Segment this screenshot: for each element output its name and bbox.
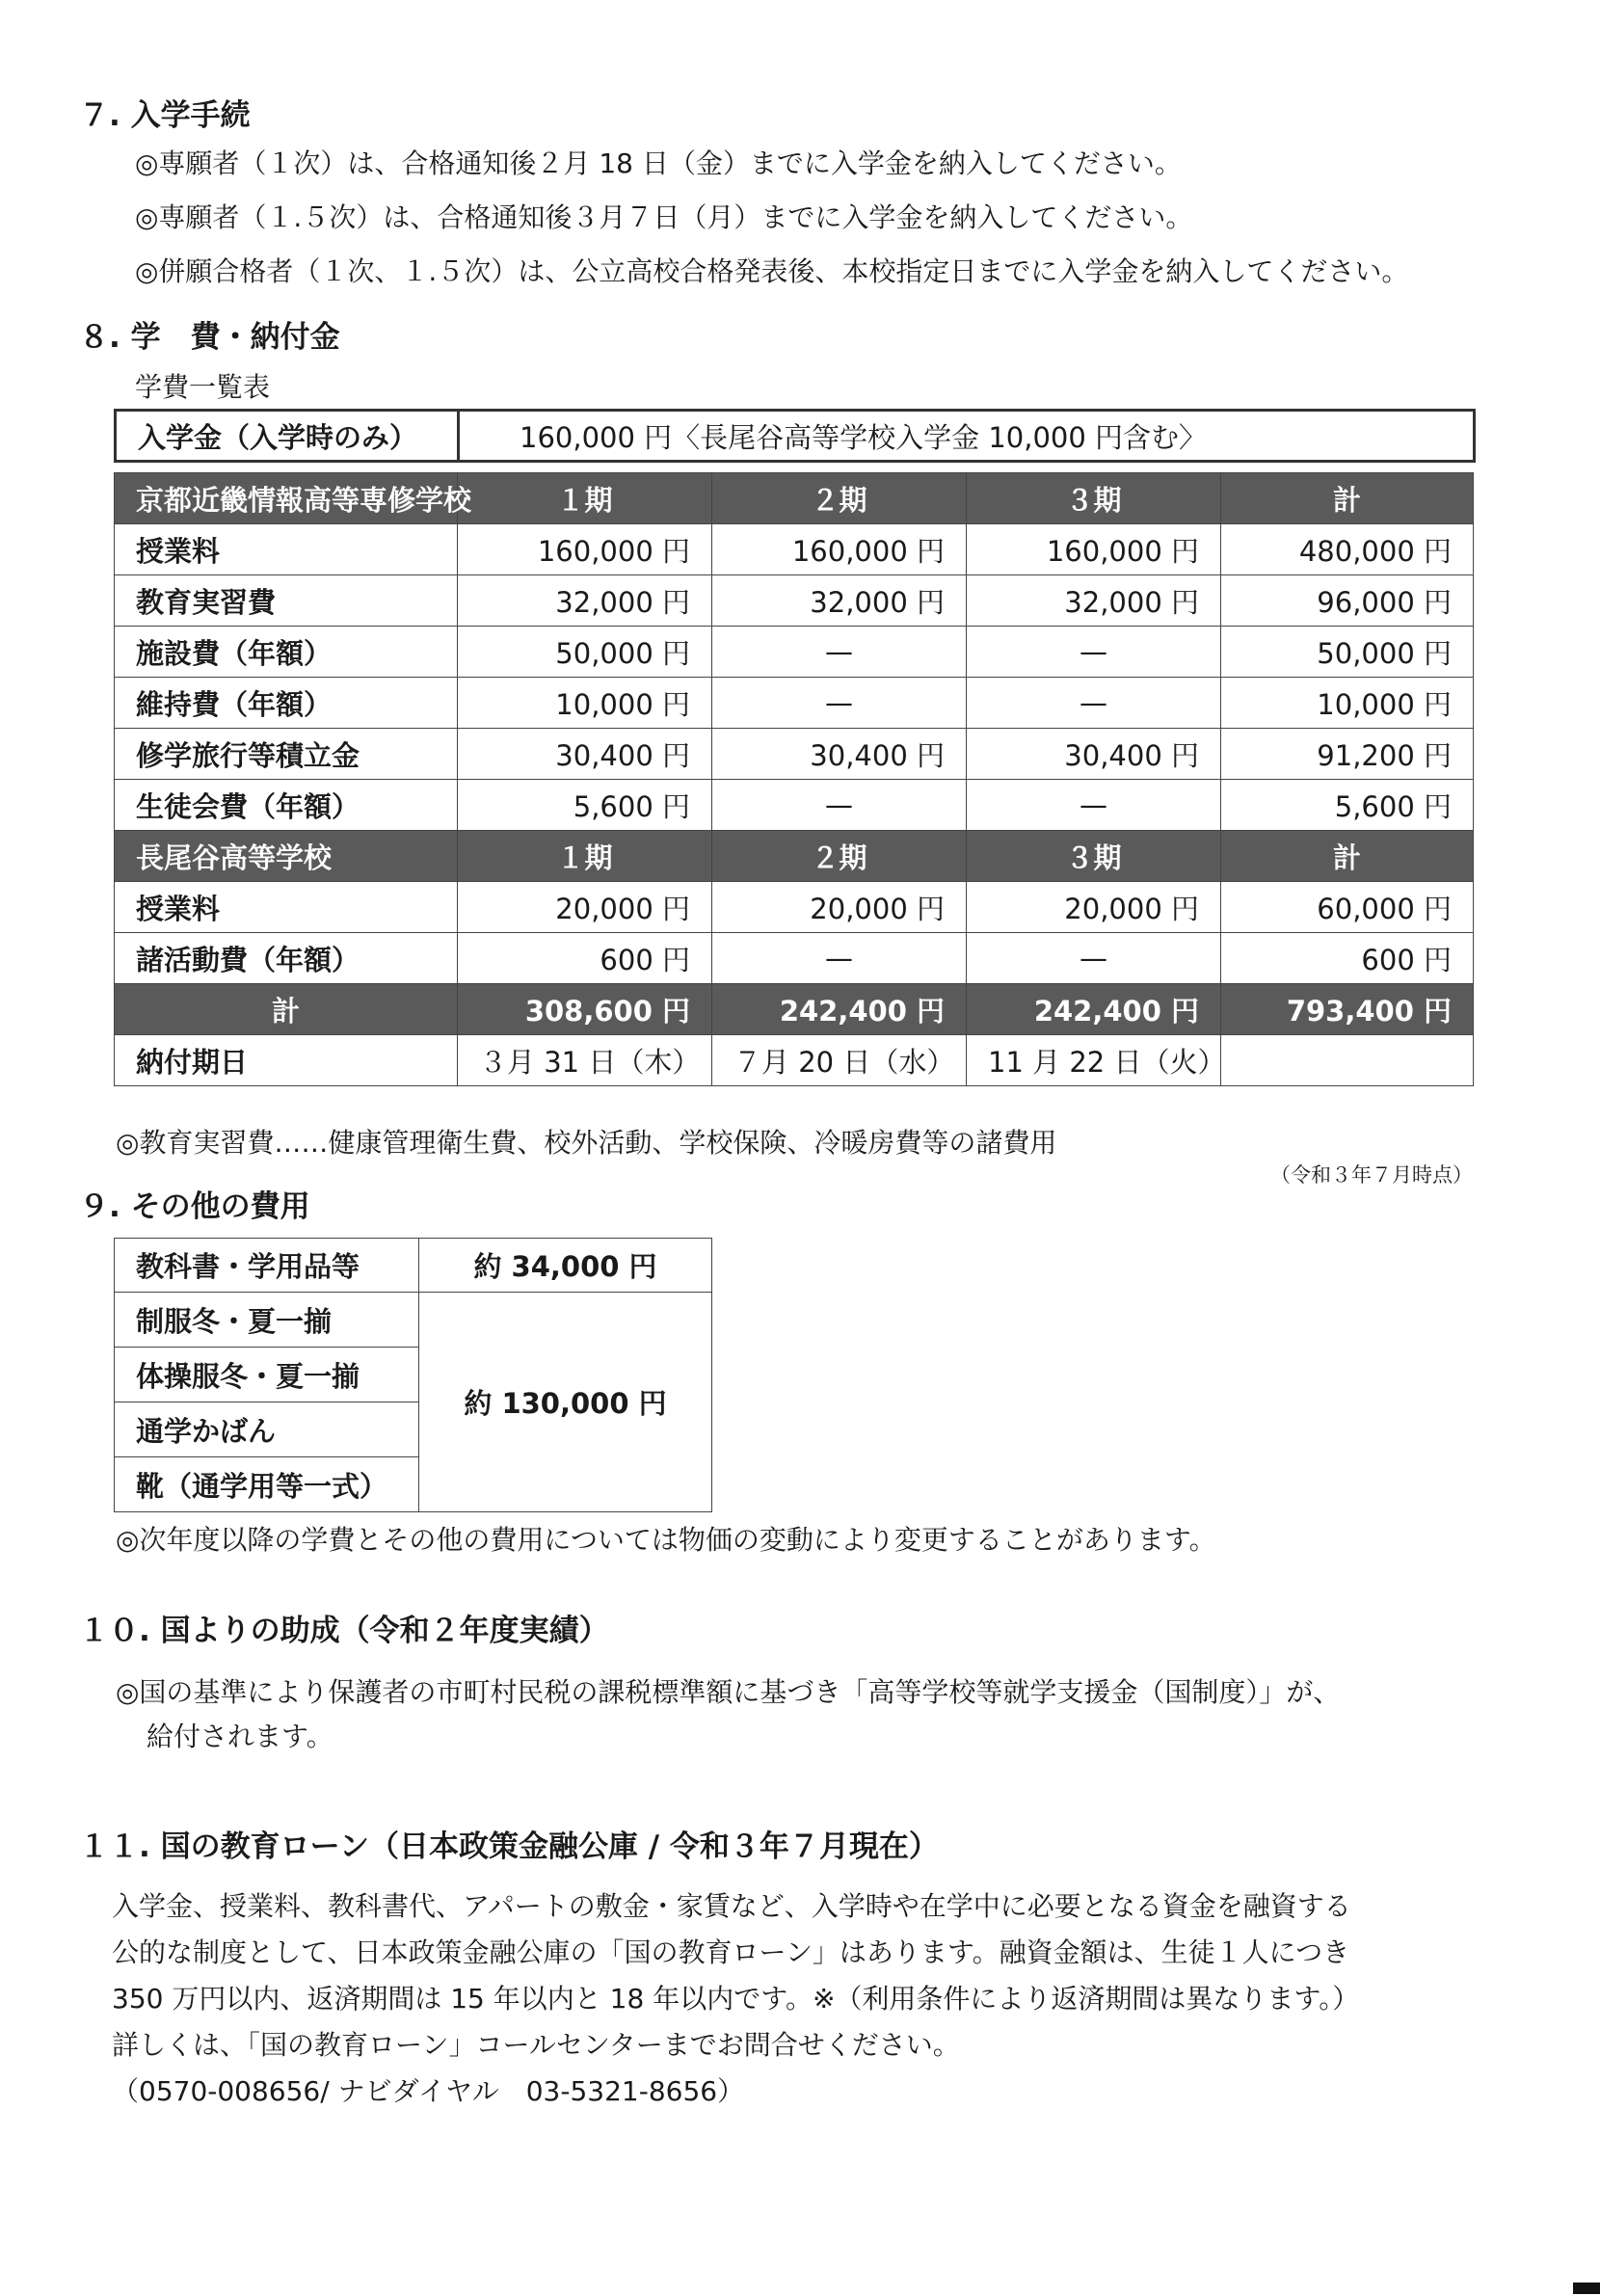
section-11-title: １１. 国の教育ローン（日本政策金融公庫 / 令和３年７月現在） (79, 1829, 939, 1864)
fee-row (115, 575, 1474, 627)
fee-amount: — (712, 933, 967, 984)
fee-amount: 20,000 円 (712, 882, 967, 933)
fee-amount: 32,000 円 (967, 575, 1221, 627)
header-cell: １期 (458, 831, 712, 882)
fee-row (115, 524, 1474, 575)
due-date-cell: 11 月 22 日（火） (967, 1035, 1221, 1086)
header-cell: 242,400 円 (967, 984, 1221, 1035)
due-date-row (115, 1035, 1474, 1086)
due-date-cell: ３月 31 日（木） (458, 1035, 712, 1086)
fee-label: 教育実習費 (115, 575, 458, 627)
fee-row (115, 882, 1474, 933)
header-cell: ３期 (967, 831, 1221, 882)
section-9-title: ９. その他の費用 (79, 1189, 310, 1224)
fee-amount: — (967, 678, 1221, 729)
loan-line-1: 入学金、授業料、教科書代、アパートの敷金・家賃など、入学時や在学中に必要となる資金を融資する (112, 1890, 1351, 1922)
other-cost-row (115, 1239, 712, 1293)
price-change-note: ◎次年度以降の学費とその他の費用については物価の変動により変更することがあります。 (116, 1524, 1216, 1556)
header-cell: ２期 (712, 473, 967, 524)
fee-amount: 96,000 円 (1221, 575, 1474, 627)
other-cost-label: 教科書・学用品等 (115, 1239, 419, 1293)
support-line-1: ◎国の基準により保護者の市町村民税の課税標準額に基づき「高等学校等就学支援金（国制度）」が、 (116, 1676, 1341, 1708)
fee-label: 生徒会費（年額） (115, 780, 458, 831)
fee-label: 諸活動費（年額） (115, 933, 458, 984)
fee-row (115, 729, 1474, 780)
header-cell-label: 計 (115, 984, 458, 1035)
entrance-fee-value: 160,000 円〈長尾谷高等学校入学金 10,000 円含む〉 (459, 411, 1475, 462)
fee-amount: 160,000 円 (458, 524, 712, 575)
as-of-date: （令和３年７月時点） (1270, 1163, 1473, 1187)
total-row (115, 984, 1474, 1035)
fee-amount: 160,000 円 (712, 524, 967, 575)
fee-amount: 600 円 (1221, 933, 1474, 984)
fee-label: 維持費（年額） (115, 678, 458, 729)
fee-amount: 32,000 円 (458, 575, 712, 627)
loan-contact: （0570-008656/ ナビダイヤル 03-5321-8656） (112, 2075, 745, 2107)
fee-label: 施設費（年額） (115, 627, 458, 678)
header-cell-label: 長尾谷高等学校 (115, 831, 458, 882)
fee-label: 授業料 (115, 524, 458, 575)
fee-amount: 160,000 円 (967, 524, 1221, 575)
fee-amount: 5,600 円 (1221, 780, 1474, 831)
fee-row (115, 780, 1474, 831)
header-cell: 308,600 円 (458, 984, 712, 1035)
practice-fee-note: ◎教育実習費……健康管理衛生費、校外活動、学校保険、冷暖房費等の諸費用 (116, 1127, 1057, 1159)
header-cell-label: 京都近畿情報高等専修学校 (115, 473, 458, 524)
enrollment-line-2: ◎専願者（１.５次）は、合格通知後３月７日（月）までに入学金を納入してください。 (135, 201, 1193, 233)
header-cell: ２期 (712, 831, 967, 882)
fee-amount: — (712, 780, 967, 831)
other-cost-value: 約 34,000 円 (419, 1239, 712, 1293)
section-7-title: ７. 入学手続 (79, 98, 251, 133)
loan-line-3: 350 万円以内、返済期間は 15 年以内と 18 年以内です。※（利用条件により返済期間は異なります。） (112, 1983, 1360, 2015)
header-cell: 793,400 円 (1221, 984, 1474, 1035)
fee-amount: — (967, 780, 1221, 831)
fee-amount: — (967, 627, 1221, 678)
due-date-cell (1221, 1035, 1474, 1086)
loan-line-4: 詳しくは、「国の教育ローン」コールセンターまでお問合せください。 (112, 2029, 960, 2061)
fee-amount: 480,000 円 (1221, 524, 1474, 575)
support-line-2: 給付されます。 (147, 1721, 333, 1752)
header-cell: ３期 (967, 473, 1221, 524)
loan-line-2: 公的な制度として、日本政策金融公庫の「国の教育ローン」はあります。融資金額は、生徒１人につき (112, 1936, 1350, 1968)
fee-amount: — (967, 933, 1221, 984)
fee-amount: 50,000 円 (458, 627, 712, 678)
fee-label: 修学旅行等積立金 (115, 729, 458, 780)
other-cost-label: 体操服冬・夏一揃 (115, 1348, 419, 1402)
entrance-fee-row (116, 411, 1475, 462)
fee-amount: 30,400 円 (712, 729, 967, 780)
fee-amount: 30,400 円 (967, 729, 1221, 780)
entrance-fee-label: 入学金（入学時のみ） (116, 411, 459, 462)
page-edge-mark (1573, 2283, 1600, 2294)
other-cost-value: 約 130,000 円 (419, 1293, 712, 1512)
other-cost-row (115, 1293, 712, 1348)
fee-amount: 5,600 円 (458, 780, 712, 831)
other-cost-label: 通学かばん (115, 1402, 419, 1457)
fee-amount: 50,000 円 (1221, 627, 1474, 678)
other-cost-label: 制服冬・夏一揃 (115, 1293, 419, 1348)
school1-header-row (115, 473, 1474, 524)
fee-table-caption: 学費一覧表 (135, 371, 271, 403)
fee-amount: 32,000 円 (712, 575, 967, 627)
fee-amount: — (712, 627, 967, 678)
fee-row (115, 933, 1474, 984)
due-date-cell: ７月 20 日（水） (712, 1035, 967, 1086)
header-cell: 242,400 円 (712, 984, 967, 1035)
fee-amount: 600 円 (458, 933, 712, 984)
fee-row (115, 678, 1474, 729)
fee-amount: 20,000 円 (458, 882, 712, 933)
header-cell: 計 (1221, 831, 1474, 882)
fee-row (115, 627, 1474, 678)
fee-amount: 10,000 円 (458, 678, 712, 729)
fee-amount: 20,000 円 (967, 882, 1221, 933)
fee-amount: — (712, 678, 967, 729)
due-label: 納付期日 (115, 1035, 458, 1086)
entrance-fee-table (114, 409, 1476, 463)
fee-amount: 91,200 円 (1221, 729, 1474, 780)
fee-amount: 10,000 円 (1221, 678, 1474, 729)
section-8-title: ８. 学 費・納付金 (79, 320, 340, 355)
section-10-title: １０. 国よりの助成（令和２年度実績） (79, 1614, 609, 1648)
school2-header-row (115, 831, 1474, 882)
tuition-table (114, 472, 1474, 1086)
fee-amount: 30,400 円 (458, 729, 712, 780)
header-cell: 計 (1221, 473, 1474, 524)
enrollment-line-3: ◎併願合格者（１次、１.５次）は、公立高校合格発表後、本校指定日までに入学金を納入してください。 (135, 255, 1409, 287)
header-cell: １期 (458, 473, 712, 524)
other-cost-label: 靴（通学用等一式） (115, 1457, 419, 1512)
other-costs-table (114, 1238, 712, 1512)
enrollment-line-1: ◎専願者（１次）は、合格通知後２月 18 日（金）までに入学金を納入してください。 (135, 147, 1182, 179)
fee-label: 授業料 (115, 882, 458, 933)
fee-amount: 60,000 円 (1221, 882, 1474, 933)
